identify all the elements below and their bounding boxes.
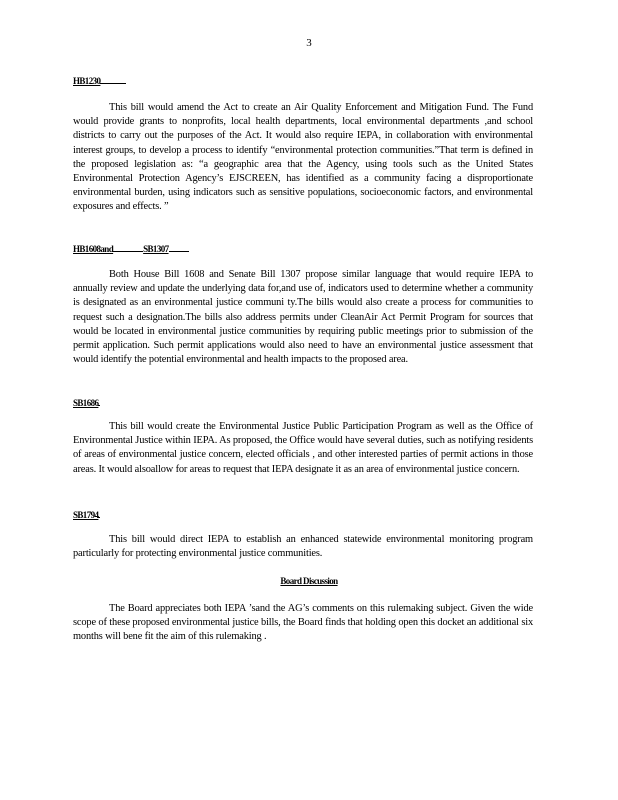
section-body-hb1230: This bill would amend the Act to create an Air Quality Enforcement and Mitigation Fund. The Fund would provide grants to nonprofits, local health departments, local environmental departments ,and school districts to carry out the purposes of the Act. It would also require IEPA, in collaboration with environmental interest groups, to develop a process to identify “environmental protection communities.”That term is defined in the proposed legislation as: “a geographic area that the Agency, using tools such as the United States Environmental Protection Agency’s EJSCREEN, has identified as a community facing a disproportionate environmental burden, using indicators such as sensitive populations, socioeconomic factors, and environmental exposures and effects. ” — [73, 102, 533, 213]
board-discussion-body: The Board appreciates both IEPA ’sand the AG’s comments on this rulemaking subject. Given the wide scope of these proposed environmental justice bills, the Board finds that holding open this docket an additional six months will bene fit the aim of this rulemaking . — [73, 603, 533, 643]
section-body-hb1608-sb1307: Both House Bill 1608 and Senate Bill 1307 propose similar language that would require IEPA to annually review and update the underlying data for,and use of, indicators used to determine whether a community is designated as an environmental justice communi ty.The bills would also create a process for communities to request such a designation.The bills also address permits under CleanAir Act Permit Program for sources that would be located in environmental justice communities by requiring public meetings prior to submission of the permit application. Such permit applications would also need to have an environmental justice assessment that would identify the potential environmental and health impacts to the proposed area. — [73, 269, 533, 366]
section-body-sb1686: This bill would create the Environmental Justice Public Participation Program as well as the Office of Environmental Justice within IEPA. As proposed, the Office would have several duties, such as notifying residents of areas of environmental justice concern, elected officials , and other interested parties of permit actions in those areas. It would alsoallow for areas to request that IEPA designate it as an area of environmental justice concern. — [73, 421, 533, 475]
section-body-sb1794: This bill would direct IEPA to establish an enhanced statewide environmental monitoring program particularly for protecting environmental justice communities. — [73, 534, 533, 560]
section-heading-hb1608-sb1307: HB1608and SB1307 — [73, 242, 189, 254]
board-discussion-heading: Board Discussion — [280, 576, 338, 586]
section-heading-sb1686: SB1686 — [73, 398, 99, 408]
section-heading-sb1794: SB1794 — [73, 510, 99, 520]
section-heading-hb1230: HB1230 — [73, 74, 126, 86]
page-number: 3 — [306, 37, 312, 49]
